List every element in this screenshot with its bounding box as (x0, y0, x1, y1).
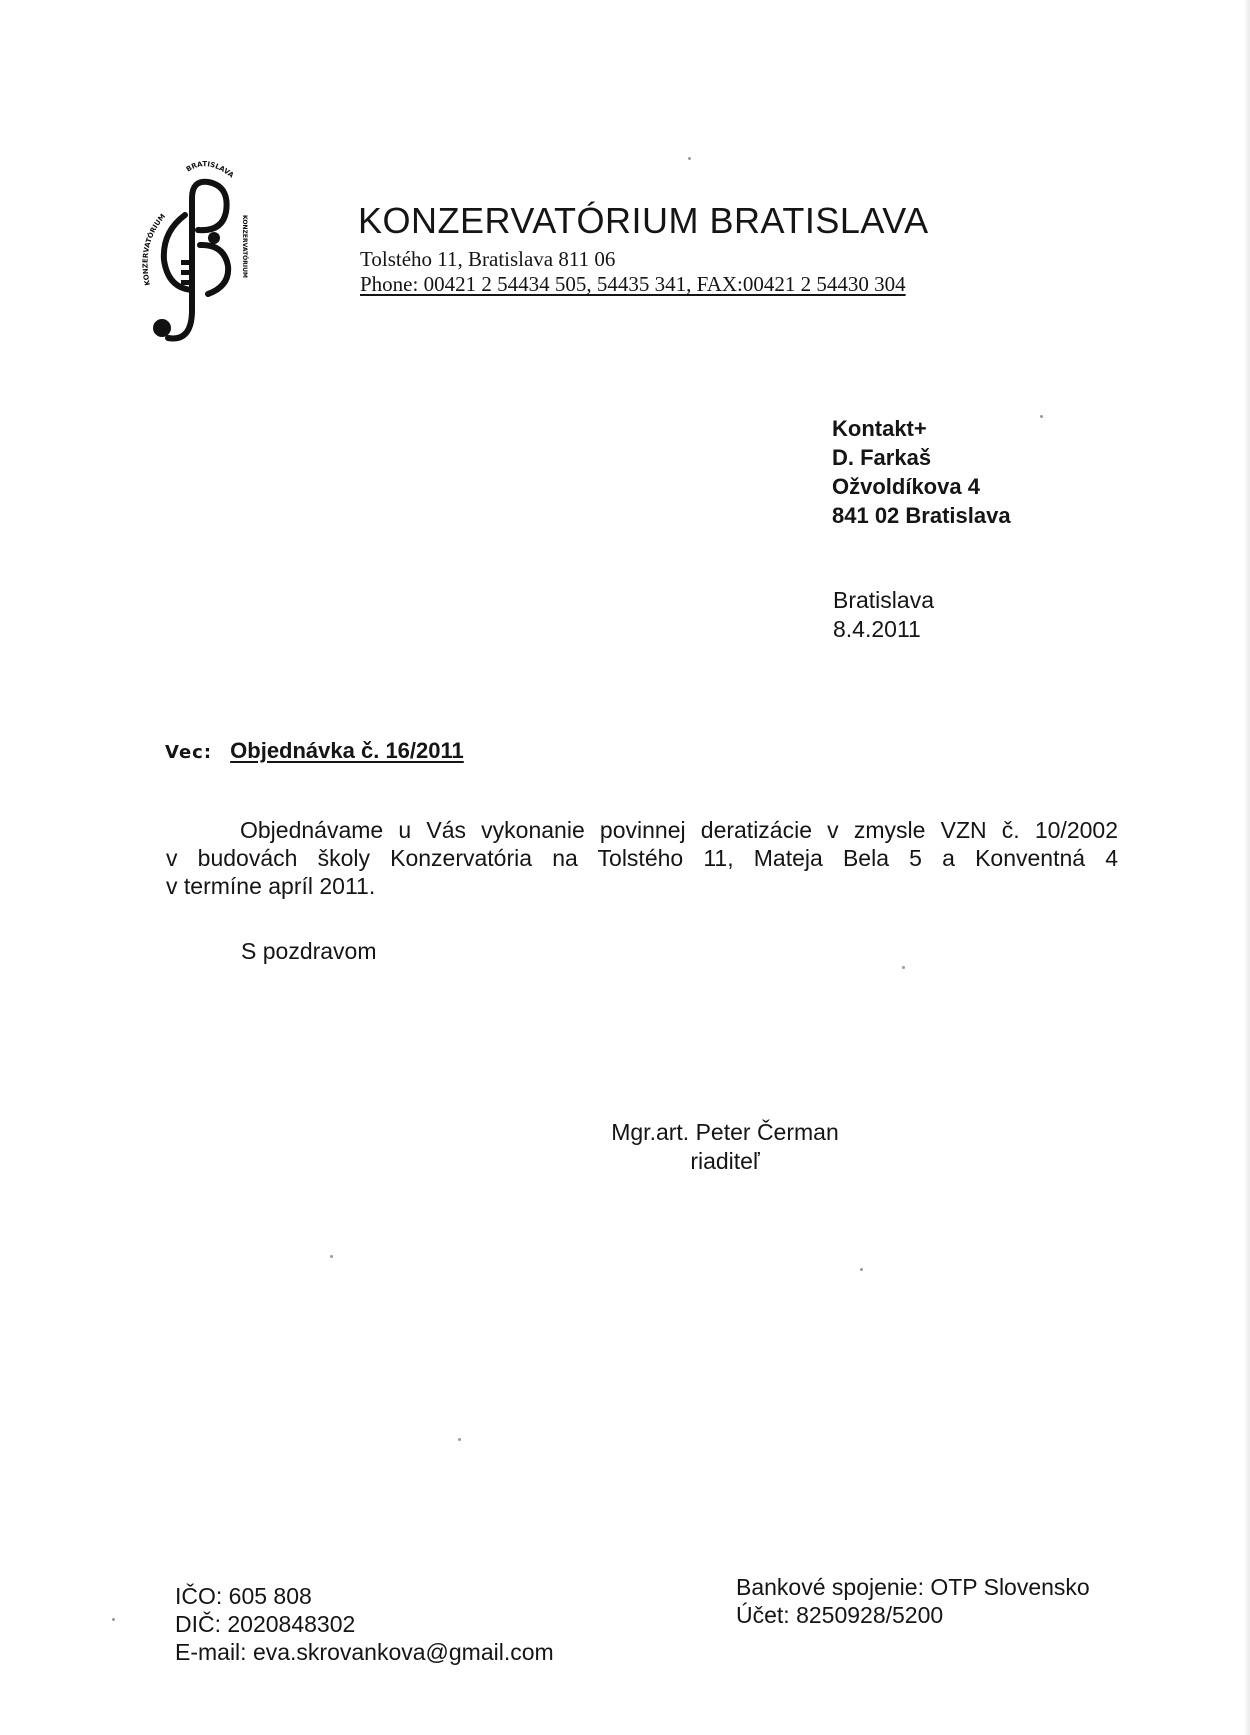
footer-email: E-mail: eva.skrovankova@gmail.com (175, 1639, 554, 1665)
body-line-3: v termíne apríl 2011. (166, 873, 376, 899)
body-line-2: v budovách školy Konzervatória na Tolstého 11, Mateja Bela 5 a Konventná 4 (166, 845, 1118, 871)
footer-dic: DIČ: 2020848302 (175, 1611, 356, 1637)
signatory-role: riaditeľ (690, 1148, 760, 1174)
footer-identifiers (175, 1582, 554, 1666)
recipient-block (832, 414, 1011, 530)
logo-text-right: KONZERVATÓRIUM (241, 215, 248, 278)
logo-text-top: BRATISLAVA (184, 160, 236, 180)
footer-ico: IČO: 605 808 (175, 1583, 312, 1609)
scan-speck (688, 157, 691, 160)
organization-name: KONZERVATÓRIUM BRATISLAVA (358, 200, 929, 241)
page-edge-shadow (1244, 0, 1250, 1735)
scan-speck (860, 1268, 863, 1271)
conservatory-logo (140, 160, 265, 350)
letter-body (166, 816, 1118, 900)
recipient-city: 841 02 Bratislava (832, 503, 1011, 528)
scan-speck (902, 966, 905, 969)
footer-bank-name: Bankové spojenie: OTP Slovensko (736, 1574, 1090, 1600)
signature-block (600, 1118, 850, 1176)
greeting: S pozdravom (241, 938, 377, 964)
signatory-name: Mgr.art. Peter Čerman (611, 1119, 839, 1145)
recipient-street: Ožvoldíkova 4 (832, 474, 980, 499)
body-line-1: Objednávame u Vás vykonanie povinnej deratizácie v zmysle VZN č. 10/2002 (240, 817, 1118, 843)
scan-speck (458, 1438, 461, 1441)
subject-label: Vec: (165, 742, 213, 763)
footer-account: Účet: 8250928/5200 (736, 1602, 944, 1628)
organization-phone: Phone: 00421 2 54434 505, 54435 341, FAX:00421 2 54430 304 (360, 272, 906, 296)
logo-text-left: KONZERVATÓRIUM (141, 212, 168, 287)
recipient-company: Kontakt+ (832, 416, 927, 441)
letter-place: Bratislava (833, 587, 934, 613)
subject-line (165, 738, 464, 764)
subject-text: Objednávka č. 16/2011 (230, 738, 464, 763)
scan-speck (330, 1255, 333, 1258)
footer-bank (736, 1573, 1090, 1629)
letter-date: 8.4.2011 (833, 616, 921, 642)
scan-speck (1040, 415, 1043, 418)
scan-speck (112, 1618, 115, 1621)
recipient-name: D. Farkaš (832, 445, 932, 470)
organization-address: Tolstého 11, Bratislava 811 06 (360, 247, 616, 271)
place-date-block (833, 586, 934, 644)
